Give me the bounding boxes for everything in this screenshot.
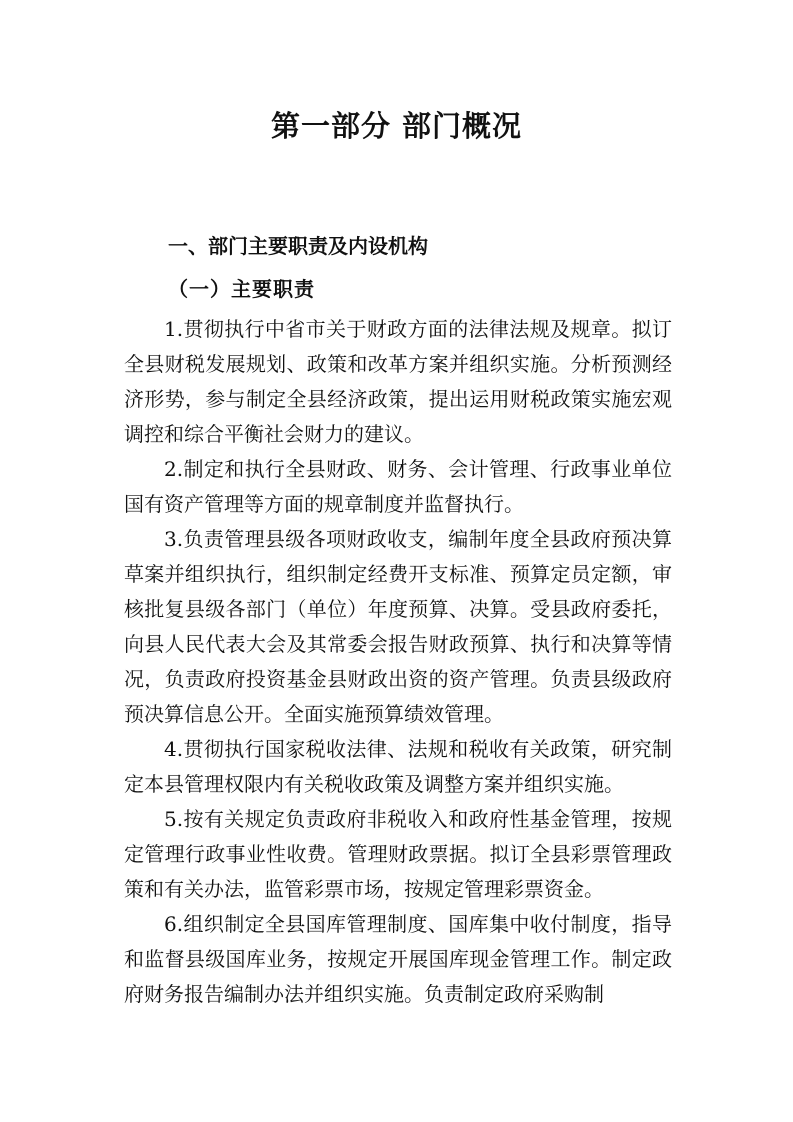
paragraph-6: 6.组织制定全县国库管理制度、国库集中收付制度，指导和监督县级国库业务，按规定开展国库现金管理工作。制定政府财务报告编制办法并组织实施。负责制定政府采购制	[124, 912, 672, 1006]
page-title: 第一部分 部门概况	[270, 109, 523, 143]
body-text	[124, 312, 672, 1012]
paragraph-3: 3.负责管理县级各项财政收支，编制年度全县政府预决算草案并组织执行，组织制定经费开支标准、预算定员定额，审核批复县级各部门（单位）年度预算、决算。受县政府委托，向县人民代表大会及其常委会报告财政预算、执行和决算等情况，负责政府投资基金县财政出资的资产管理。负责县级政府预决算信息公开。全面实施预算绩效管理。	[124, 527, 672, 726]
paragraph-1: 1.贯彻执行中省市关于财政方面的法律法规及规章。拟订全县财税发展规划、政策和改革方案并组织实施。分析预测经济形势，参与制定全县经济政策，提出运用财税政策实施宏观调控和综合平衡社会财力的建议。	[124, 317, 672, 446]
section-heading: 一、部门主要职责及内设机构	[168, 234, 428, 258]
paragraph-5: 5.按有关规定负责政府非税收入和政府性基金管理，按规定管理行政事业性收费。管理财政票据。拟订全县彩票管理政策和有关办法，监管彩票市场，按规定管理彩票资金。	[124, 807, 672, 901]
subsection-heading: （一）主要职责	[168, 277, 315, 301]
paragraph-2: 2.制定和执行全县财政、财务、会计管理、行政事业单位国有资产管理等方面的规章制度并监督执行。	[124, 457, 672, 516]
paragraph-4: 4.贯彻执行国家税收法律、法规和税收有关政策，研究制定本县管理权限内有关税收政策及调整方案并组织实施。	[124, 737, 672, 796]
